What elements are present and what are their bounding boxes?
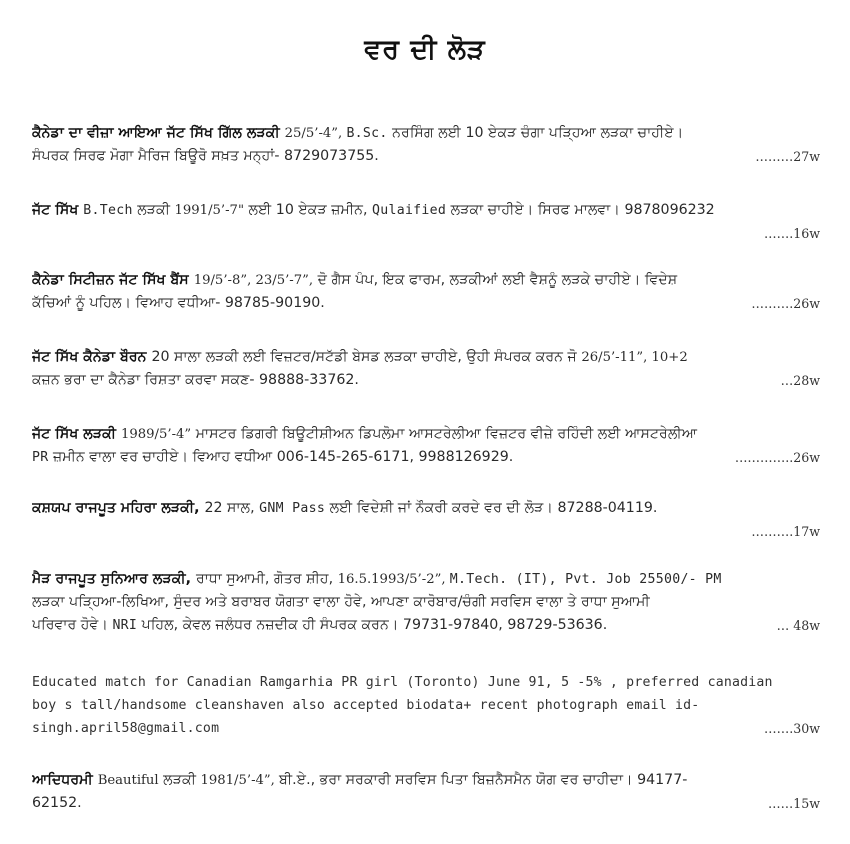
ad-text: 1991/5’-7" — [174, 203, 245, 218]
ad-line — [32, 145, 820, 168]
ad-line — [32, 292, 820, 315]
classified-ad — [32, 199, 820, 245]
ad-text: GNM Pass — [259, 501, 326, 516]
ad-text: ਪਹਿਲ, ਕੇਵਲ ਜਲੰਧਰ ਨਜ਼ਦੀਕ ਹੀ ਸੰਪਰਕ ਕਰਨ। 79731-97840, 98729-53636. — [137, 617, 608, 633]
ad-text: ਮਾਸਟਰ ਡਿਗਰੀ ਬਿਊਟੀਸ਼ੀਅਨ ਡਿਪਲੋਮਾ ਆਸਟਰੇਲੀਆ ਵਿਜ਼ਟਰ ਵੀਜ਼ੇ ਰਹਿੰਦੀ ਲਈ ਆਸਟਰੇਲੀਆ — [191, 426, 698, 442]
ad-text: ਲੜਕਾ ਪੜ੍ਹਿਆ-ਲਿਖਿਆ, ਸੁੰਦਰ ਅਤੇ ਬਰਾਬਰ ਯੋਗਤਾ ਵਾਲਾ ਹੋਵੇ, ਆਪਣਾ ਕਾਰੋਬਾਰ/ਚੰਗੀ ਸਰਵਿਸ ਵਾਲਾ ਤੇ ਰਾਧਾ ਸੁਆਮੀ — [32, 594, 650, 610]
ad-text: Qulaified — [371, 203, 447, 218]
ad-text: 1989/5’-4” — [121, 427, 192, 442]
ad-text: ਸੰਪਰਕ ਸਿਰਫ ਮੋਗਾ ਮੈਰਿਜ ਬਿਊਰੋ ਸਖ਼ਤ ਮਨ੍ਹਾਂ- 8729073755. — [32, 148, 379, 164]
ad-line — [32, 792, 820, 815]
ad-heading: ਮੈੜ ਰਾਜਪੂਤ ਸੁਨਿਆਰ ਲੜਕੀ, — [32, 571, 197, 587]
ad-text: 16.5.1993/5’-2”, — [337, 572, 450, 587]
ad-reference-code: …….16w — [764, 226, 820, 241]
ad-text: B.Tech — [83, 203, 133, 218]
ad-line — [32, 769, 820, 792]
ad-line — [32, 717, 820, 740]
ad-line — [32, 446, 820, 469]
ad-heading: ਜੱਟ ਸਿੱਖ ਕੈਨੇਡਾ ਬੌਰਨ — [32, 349, 152, 365]
ad-line — [32, 568, 820, 591]
classified-ad — [32, 769, 820, 815]
ad-text: ਰਾਧਾ ਸੁਆਮੀ, ਗੋਤਰ ਸ਼ੀਹ, — [196, 571, 338, 587]
ad-text: B.Sc. — [346, 126, 388, 141]
ad-text: ਦੋ ਗੈਸ ਪੰਪ, ਇਕ ਫਾਰਮ, ਲੜਕੀਆਂ ਲਈ ਵੈਸ਼ਨੂੰ ਲੜਕੇ ਚਾਹੀਏ। ਵਿਦੇਸ਼ — [313, 272, 678, 288]
ad-line — [32, 222, 820, 245]
ad-text: ਲਈ 10 ਏਕੜ ਜ਼ਮੀਨ, — [244, 202, 372, 218]
ad-text: singh.april58@gmail.com — [32, 721, 220, 736]
ad-text: PR — [32, 450, 49, 465]
ad-text: ਕਜ਼ਨ ਭਰਾ ਦਾ ਕੈਨੇਡਾ ਰਿਸ਼ਤਾ ਕਰਵਾ ਸਕਣ- 98888-33762. — [32, 372, 359, 388]
ad-text: Educated match for Canadian Ramgarhia PR girl (Toronto) June 91, 5 -5% , preferred canadian — [32, 675, 773, 690]
ad-line — [32, 269, 820, 292]
ad-heading: ਕੈਨੇਡਾ ਸਿਟੀਜ਼ਨ ਜੱਟ ਸਿੱਖ ਬੈਂਸ — [32, 272, 194, 288]
classified-ad — [32, 497, 820, 543]
ad-text: 1981/5’-4”, — [200, 773, 280, 788]
ad-text: Beautiful — [97, 773, 159, 788]
ad-text: boy s tall/handsome cleanshaven also accepted biodata+ recent photograph email id- — [32, 698, 700, 713]
ad-reference-code: … 48w — [776, 618, 820, 633]
ad-line — [32, 520, 820, 543]
ad-reference-code: …28w — [780, 373, 820, 388]
ad-text: ਨਰਸਿੰਗ ਲਈ 10 ਏਕੜ ਚੰਗਾ ਪੜ੍ਹਿਆ ਲੜਕਾ ਚਾਹੀਏ। — [387, 125, 684, 141]
ad-heading: ਜੱਟ ਸਿੱਖ ਲੜਕੀ — [32, 426, 121, 442]
ad-line — [32, 497, 820, 520]
ad-text: 20 ਸਾਲਾ ਲੜਕੀ ਲਈ ਵਿਜ਼ਟਰ/ਸਟੱਡੀ ਬੇਸਡ ਲੜਕਾ ਚਾਹੀਏ, ਉਹੀ ਸੰਪਰਕ ਕਰਨ ਜੋ — [151, 349, 582, 365]
ad-text: ਬੀ.ਏ., ਭਰਾ ਸਰਕਾਰੀ ਸਰਵਿਸ ਪਿਤਾ ਬਿਜ਼ਨੈਸਮੈਨ ਯੋਗ ਵਰ ਚਾਹੀਦਾ। 94177- — [279, 772, 688, 788]
ad-text: ਕੱਚਿਆਂ ਨੂੰ ਪਹਿਲ। ਵਿਆਹ ਵਧੀਆ- 98785-90190. — [32, 295, 325, 311]
ad-text: 26/5’-11”, 10+2 — [581, 350, 688, 365]
ad-heading: ਜੱਟ ਸਿੱਖ — [32, 202, 84, 218]
ad-reference-code: …………..26w — [734, 450, 820, 465]
ad-heading: ਕੈਨੇਡਾ ਦਾ ਵੀਜ਼ਾ ਆਇਆ ਜੱਟ ਸਿੱਖ ਗਿੱਲ ਲੜਕੀ — [32, 125, 285, 141]
ad-text: NRI — [112, 618, 138, 633]
ad-text: ਲੜਕਾ ਚਾਹੀਏ। ਸਿਰਫ ਮਾਲਵਾ। 9878096232 — [446, 202, 715, 218]
ad-text: M.Tech. (IT), Pvt. Job 25500/- PM — [449, 572, 722, 587]
ad-text: 22 ਸਾਲ, — [204, 500, 260, 516]
ad-text: ਪਰਿਵਾਰ ਹੋਵੇ। — [32, 617, 113, 633]
classified-ad — [32, 568, 820, 637]
ad-text: ਲਈ ਵਿਦੇਸ਼ੀ ਜਾਂ ਨੌਕਰੀ ਕਰਦੇ ਵਰ ਦੀ ਲੋੜ। 87288-04119. — [325, 500, 658, 516]
ad-line — [32, 122, 820, 145]
ad-reference-code: ………27w — [755, 149, 820, 164]
ad-line — [32, 671, 820, 694]
classified-ad — [32, 671, 820, 740]
ad-line — [32, 591, 820, 614]
classified-ad — [32, 122, 820, 168]
ad-heading: ਕਸ਼ਯਪ ਰਾਜਪੂਤ ਮਹਿਰਾ ਲੜਕੀ, — [32, 500, 205, 516]
classified-ad — [32, 346, 820, 392]
ad-heading: ਆਦਿਧਰਮੀ — [32, 772, 98, 788]
page-title: ਵਰ ਦੀ ਲੋੜ — [364, 34, 486, 65]
ad-text: ਲੜਕੀ — [132, 202, 175, 218]
ad-line — [32, 694, 820, 717]
ad-line — [32, 369, 820, 392]
ad-line — [32, 346, 820, 369]
classified-ad — [32, 269, 820, 315]
classified-ad — [32, 423, 820, 469]
ad-reference-code: ……….26w — [751, 296, 820, 311]
ad-reference-code: ……15w — [768, 796, 820, 811]
ad-text: ਲੜਕੀ — [158, 772, 201, 788]
ad-line — [32, 199, 820, 222]
ad-line — [32, 614, 820, 637]
ad-text: 25/5’-4”, — [284, 126, 347, 141]
ad-line — [32, 423, 820, 446]
ad-reference-code: …….30w — [764, 721, 820, 736]
ad-text: 62152. — [32, 795, 82, 811]
ad-reference-code: ……….17w — [751, 524, 820, 539]
ad-text: 19/5’-8”, 23/5’-7”, — [193, 273, 314, 288]
ad-text: ਜ਼ਮੀਨ ਵਾਲਾ ਵਰ ਚਾਹੀਏ। ਵਿਆਹ ਵਧੀਆ 006-145-265-6171, 9988126929. — [48, 449, 514, 465]
